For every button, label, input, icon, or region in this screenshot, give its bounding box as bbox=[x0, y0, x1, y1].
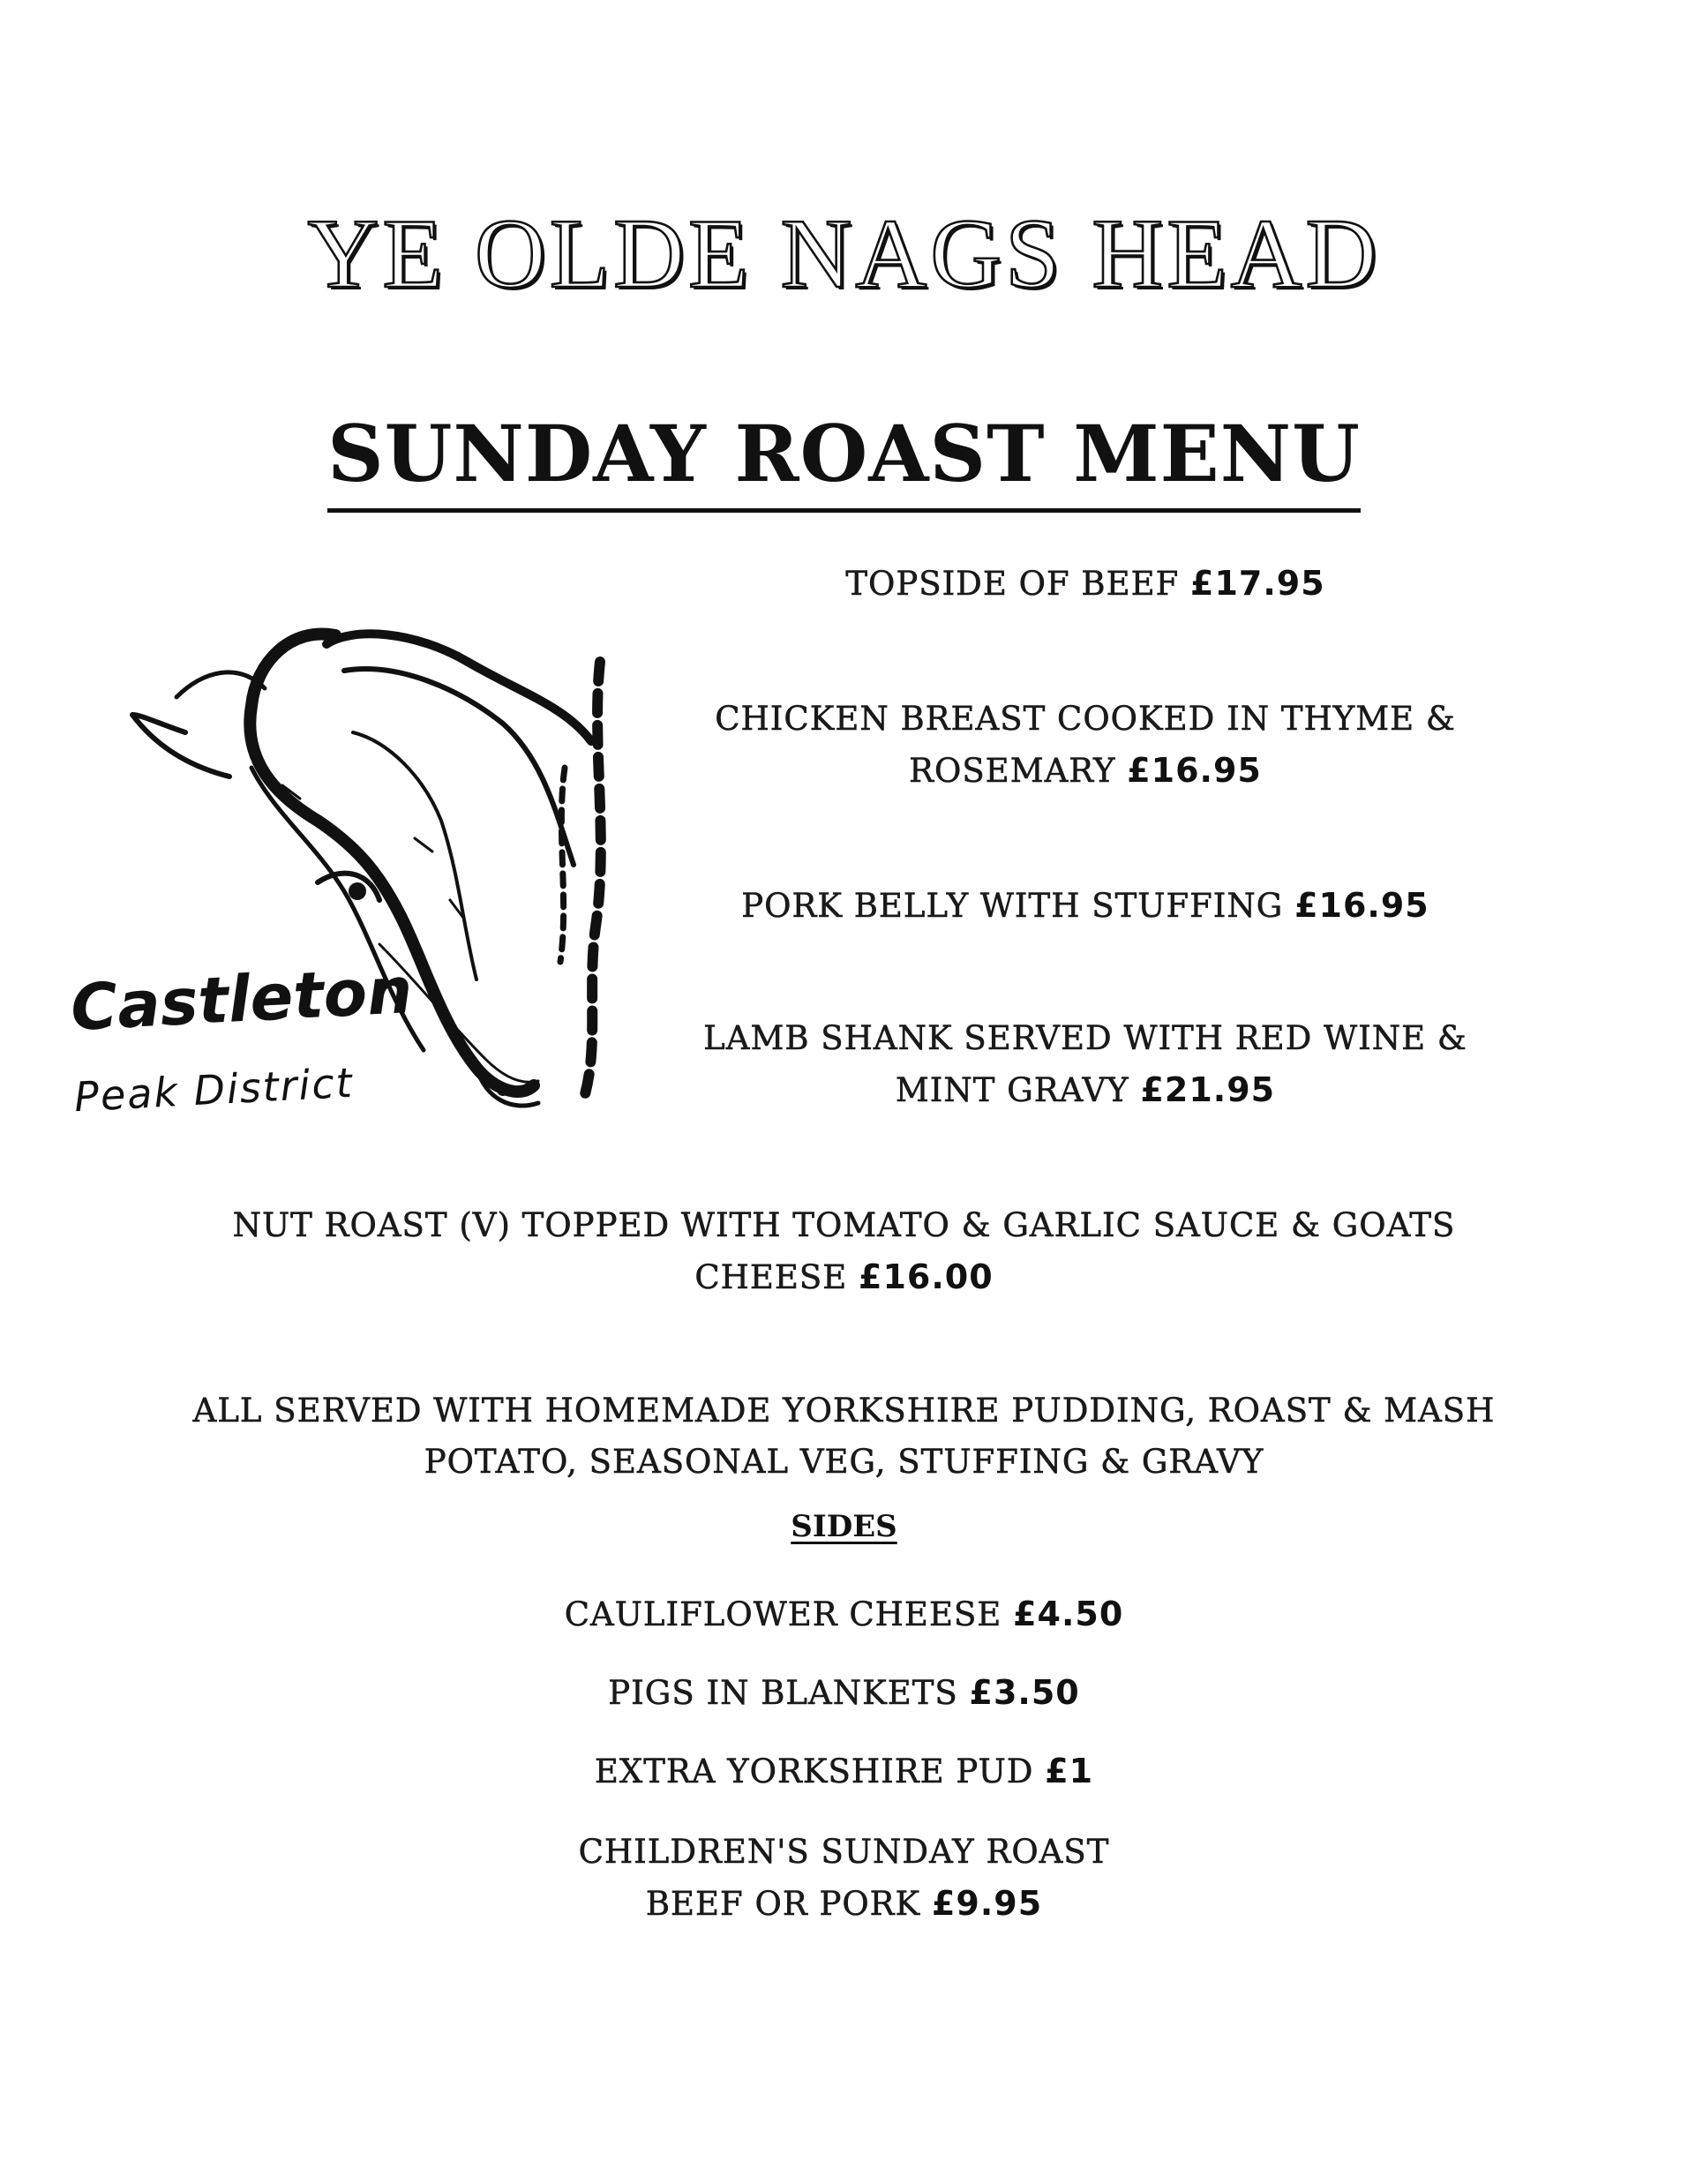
item-price: £16.95 bbox=[1127, 751, 1262, 790]
served-with-line2: POTATO, SEASONAL VEG, STUFFING & GRAVY bbox=[424, 1443, 1264, 1481]
item-price: £4.50 bbox=[1013, 1595, 1124, 1633]
menu-item bbox=[724, 558, 1447, 610]
children-roast bbox=[265, 1827, 1423, 1930]
side-item bbox=[265, 1667, 1423, 1719]
side-item bbox=[265, 1588, 1423, 1640]
pub-name-title: YE OLDE NAGS HEAD bbox=[307, 199, 1381, 309]
served-with-line1: ALL SERVED WITH HOMEMADE YORKSHIRE PUDDING, ROAST & MASH bbox=[192, 1392, 1496, 1430]
menu-item bbox=[176, 1200, 1512, 1303]
served-with-note bbox=[132, 1385, 1556, 1488]
menu-item bbox=[688, 694, 1482, 797]
item-name: PIGS IN BLANKETS bbox=[608, 1674, 958, 1712]
sides-heading: SIDES bbox=[791, 1509, 897, 1544]
children-line2: BEEF OR PORK bbox=[645, 1885, 921, 1923]
item-price: £1 bbox=[1045, 1752, 1094, 1790]
item-name-line2: CHEESE bbox=[694, 1258, 848, 1296]
item-price: £21.95 bbox=[1140, 1070, 1276, 1109]
item-name: TOPSIDE OF BEEF bbox=[845, 565, 1180, 603]
item-name-line1: LAMB SHANK SERVED WITH RED WINE & bbox=[703, 1019, 1467, 1057]
item-price: £9.95 bbox=[931, 1884, 1043, 1923]
horse-head-icon bbox=[62, 609, 653, 1147]
logo-region: Peak District bbox=[72, 1058, 355, 1122]
item-name: EXTRA YORKSHIRE PUD bbox=[594, 1752, 1034, 1790]
item-price: £16.00 bbox=[859, 1257, 994, 1296]
item-name-line1: CHICKEN BREAST COOKED IN THYME & bbox=[715, 700, 1456, 738]
item-name-line1: NUT ROAST (V) TOPPED WITH TOMATO & GARLIC SAUCE & GOATS bbox=[232, 1206, 1456, 1244]
item-name-line2: ROSEMARY bbox=[909, 752, 1116, 790]
item-price: £17.95 bbox=[1190, 564, 1325, 603]
menu-item bbox=[688, 1013, 1482, 1116]
children-line1: CHILDREN'S SUNDAY ROAST bbox=[578, 1833, 1110, 1871]
item-price: £16.95 bbox=[1294, 886, 1429, 925]
menu-heading-text: SUNDAY ROAST MENU bbox=[327, 408, 1361, 513]
side-item bbox=[265, 1745, 1423, 1797]
item-name: PORK BELLY WITH STUFFING bbox=[741, 887, 1284, 925]
item-name: CAULIFLOWER CHEESE bbox=[564, 1595, 1002, 1633]
menu-item bbox=[688, 880, 1482, 932]
logo-town: Castleton bbox=[69, 952, 415, 1046]
menu-heading bbox=[0, 408, 1688, 499]
item-price: £3.50 bbox=[969, 1673, 1080, 1712]
item-name-line2: MINT GRAVY bbox=[895, 1071, 1129, 1109]
